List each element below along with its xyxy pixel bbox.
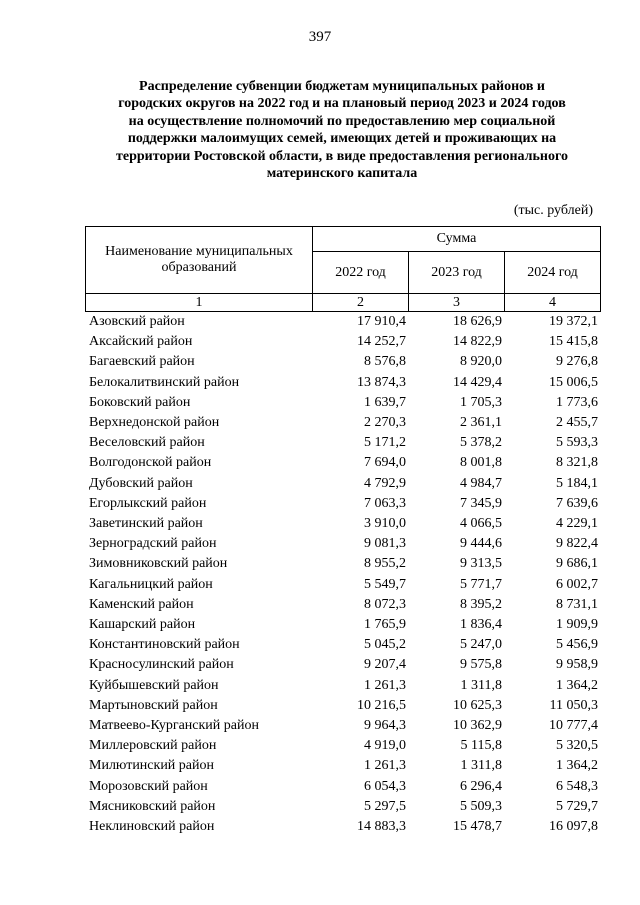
row-name-cell: Матвеево-Курганский район [89, 718, 259, 734]
table-header [85, 226, 601, 312]
title-line: Распределение субвенции бюджетам муниципальных районов и [139, 79, 545, 94]
row-name-cell: Морозовский район [89, 778, 208, 794]
row-name-cell: Константиновский район [89, 637, 240, 653]
row-name-cell: Милютинский район [89, 758, 215, 774]
table-row [85, 817, 600, 837]
row-value-2024: 8 321,8 [556, 455, 598, 471]
column-number: 1 [86, 294, 313, 312]
row-value-2022: 8 955,2 [364, 556, 406, 572]
table-row [85, 736, 600, 756]
row-name-cell: Кашарский район [89, 617, 196, 633]
row-value-2022: 10 216,5 [357, 697, 406, 713]
row-value-2022: 1 765,9 [364, 617, 406, 633]
row-value-2024: 15 415,8 [549, 334, 598, 350]
table-row [85, 595, 600, 615]
row-value-2023: 6 296,4 [460, 778, 502, 794]
row-value-2024: 4 229,1 [556, 516, 598, 532]
title-line: поддержки малоимущих семей, имеющих детей и проживающих на [127, 131, 557, 147]
row-value-2023: 4 984,7 [460, 475, 502, 491]
row-value-2024: 7 639,6 [556, 495, 598, 511]
row-value-2024: 16 097,8 [549, 819, 598, 835]
row-value-2024: 2 455,7 [556, 415, 598, 431]
table-row [85, 393, 600, 413]
table-row [85, 433, 600, 453]
row-value-2023: 10 362,9 [453, 718, 502, 734]
row-value-2022: 5 045,2 [364, 637, 406, 653]
row-value-2022: 9 207,4 [364, 657, 406, 673]
row-value-2022: 8 072,3 [364, 596, 406, 612]
row-value-2022: 4 919,0 [364, 738, 406, 754]
row-name-cell: Неклиновский район [89, 819, 215, 835]
column-header-2024: 2024 год [505, 252, 601, 294]
row-value-2022: 9 081,3 [364, 536, 406, 552]
table-row [85, 373, 600, 393]
row-name-cell: Заветинский район [89, 516, 203, 532]
title-line: территории Ростовской области, в виде предоставления регионального [116, 148, 568, 164]
row-name-cell: Зерноградский район [89, 536, 217, 552]
row-value-2023: 14 822,9 [453, 334, 502, 350]
units-label: (тыс. рублей) [513, 203, 593, 218]
column-header-name [86, 227, 313, 294]
table-row [85, 696, 600, 716]
column-header-2022: 2022 год [313, 252, 409, 294]
table-row [85, 332, 600, 352]
row-value-2024: 5 320,5 [556, 738, 598, 754]
table-row [85, 676, 600, 696]
row-value-2023: 1 311,8 [460, 677, 502, 693]
row-value-2024: 6 002,7 [556, 576, 598, 592]
table-row [85, 474, 600, 494]
row-name-cell: Мартыновский район [89, 697, 218, 713]
row-value-2023: 5 771,7 [460, 576, 502, 592]
table-row [85, 716, 600, 736]
table-row [85, 413, 600, 433]
row-value-2024: 1 364,2 [556, 758, 598, 774]
column-header-sum: Сумма [313, 227, 601, 252]
table-row [85, 534, 600, 554]
row-value-2023: 8 001,8 [460, 455, 502, 471]
row-value-2022: 5 297,5 [364, 798, 406, 814]
row-name-cell: Веселовский район [89, 435, 205, 451]
column-header-2023: 2023 год [409, 252, 505, 294]
row-value-2024: 10 777,4 [549, 718, 598, 734]
row-name-cell: Белокалитвинский район [89, 374, 240, 390]
row-value-2023: 7 345,9 [460, 495, 502, 511]
row-name-cell: Куйбышевский район [89, 677, 219, 693]
column-header-name-line: образований [161, 260, 237, 275]
table-row [85, 615, 600, 635]
row-name-cell: Дубовский район [89, 475, 193, 491]
row-value-2023: 14 429,4 [453, 374, 502, 390]
table-body [85, 312, 600, 837]
row-value-2022: 5 171,2 [364, 435, 406, 451]
table-row [85, 312, 600, 332]
row-name-cell: Волгодонской район [89, 455, 212, 471]
row-value-2022: 8 576,8 [364, 354, 406, 370]
row-value-2024: 15 006,5 [549, 374, 598, 390]
row-value-2023: 8 395,2 [460, 596, 502, 612]
row-value-2024: 1 364,2 [556, 677, 598, 693]
row-value-2023: 5 509,3 [460, 798, 502, 814]
column-header-name-line: Наименование муниципальных [105, 244, 293, 259]
row-value-2022: 17 910,4 [357, 314, 406, 329]
row-value-2023: 15 478,7 [453, 819, 502, 835]
row-name-cell: Верхнедонской район [89, 415, 220, 431]
row-value-2022: 7 694,0 [364, 455, 406, 471]
row-name-cell: Кагальницкий район [89, 576, 213, 592]
page-number: 397 [308, 29, 332, 45]
row-value-2023: 1 705,3 [460, 394, 502, 410]
table-row [85, 635, 600, 655]
row-value-2023: 8 920,0 [460, 354, 502, 370]
table-row [85, 453, 600, 473]
row-name-cell: Миллеровский район [89, 738, 217, 754]
row-value-2022: 4 792,9 [364, 475, 406, 491]
row-value-2024: 1 773,6 [556, 394, 598, 410]
row-value-2022: 13 874,3 [357, 374, 406, 390]
table-row [85, 514, 600, 534]
row-value-2024: 19 372,1 [549, 314, 598, 329]
column-number: 3 [409, 294, 505, 312]
row-name-cell: Аксайский район [89, 334, 193, 350]
row-value-2024: 5 456,9 [556, 637, 598, 653]
row-value-2023: 9 444,6 [460, 536, 502, 552]
table-row [85, 797, 600, 817]
table-row [85, 756, 600, 776]
row-value-2024: 8 731,1 [556, 596, 598, 612]
row-value-2024: 5 729,7 [556, 798, 598, 814]
row-name-cell: Мясниковский район [89, 798, 216, 814]
row-value-2024: 9 822,4 [556, 536, 598, 552]
table-row [85, 494, 600, 514]
row-value-2022: 1 639,7 [364, 394, 406, 410]
row-value-2023: 1 311,8 [460, 758, 502, 774]
row-value-2022: 14 252,7 [357, 334, 406, 350]
document-title [82, 78, 602, 182]
row-name-cell: Багаевский район [89, 354, 195, 370]
row-value-2023: 9 575,8 [460, 657, 502, 673]
row-value-2024: 11 050,3 [549, 697, 598, 713]
row-value-2023: 9 313,5 [460, 556, 502, 572]
row-value-2022: 3 910,0 [364, 516, 406, 532]
title-line: на осуществление полномочий по предоставлению мер социальной [128, 113, 556, 129]
row-value-2022: 14 883,3 [357, 819, 406, 835]
row-value-2023: 5 115,8 [460, 738, 502, 754]
row-value-2024: 5 184,1 [556, 475, 598, 491]
row-value-2022: 2 270,3 [364, 415, 406, 431]
table-row [85, 575, 600, 595]
row-value-2023: 5 247,0 [460, 637, 502, 653]
row-value-2022: 1 261,3 [364, 758, 406, 774]
row-value-2023: 1 836,4 [460, 617, 502, 633]
row-value-2024: 1 909,9 [556, 617, 598, 633]
row-value-2024: 9 686,1 [556, 556, 598, 572]
title-line: материнского капитала [266, 166, 418, 182]
row-value-2023: 10 625,3 [453, 697, 502, 713]
row-value-2022: 9 964,3 [364, 718, 406, 734]
row-name-cell: Азовский район [89, 314, 185, 329]
row-value-2024: 9 958,9 [556, 657, 598, 673]
row-value-2023: 4 066,5 [460, 516, 502, 532]
row-name-cell: Егорлыкский район [89, 495, 207, 511]
column-number: 4 [505, 294, 601, 312]
row-name-cell: Зимовниковский район [89, 556, 228, 572]
row-value-2023: 18 626,9 [453, 314, 502, 329]
row-value-2022: 5 549,7 [364, 576, 406, 592]
data-table [85, 312, 600, 837]
row-name-cell: Боковский район [89, 394, 191, 410]
column-number: 2 [313, 294, 409, 312]
title-line: городских округов на 2022 год и на плановый период 2023 и 2024 годов [118, 96, 566, 112]
row-value-2022: 1 261,3 [364, 677, 406, 693]
row-value-2024: 5 593,3 [556, 435, 598, 451]
table-row [85, 777, 600, 797]
row-name-cell: Каменский район [89, 596, 194, 612]
table-row [85, 352, 600, 372]
row-value-2024: 6 548,3 [556, 778, 598, 794]
table-row [85, 655, 600, 675]
row-value-2022: 6 054,3 [364, 778, 406, 794]
row-value-2023: 5 378,2 [460, 435, 502, 451]
row-value-2023: 2 361,1 [460, 415, 502, 431]
table-row [85, 554, 600, 574]
row-value-2022: 7 063,3 [364, 495, 406, 511]
row-value-2024: 9 276,8 [556, 354, 598, 370]
row-name-cell: Красносулинский район [89, 657, 234, 673]
